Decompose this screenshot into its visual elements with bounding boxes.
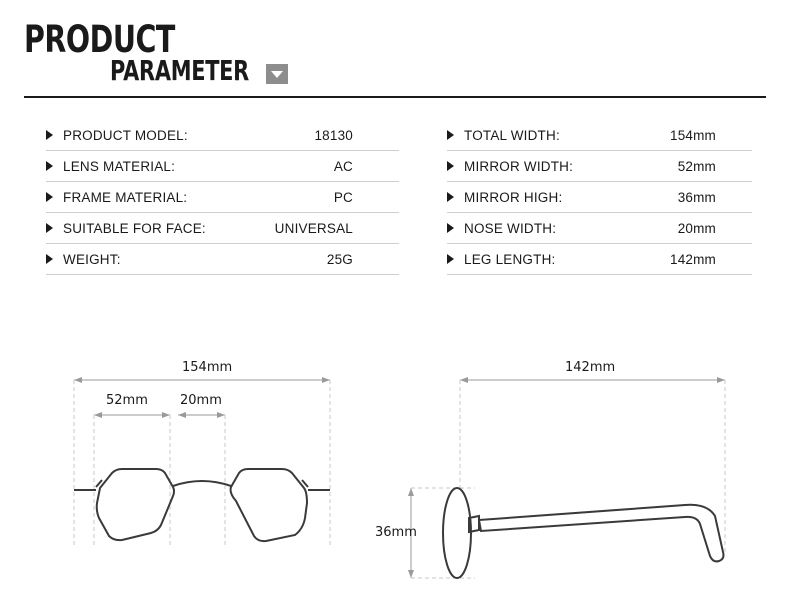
front-nose-width-label: 20mm <box>180 393 222 408</box>
spec-label: NOSE WIDTH: <box>464 220 557 236</box>
bullet-triangle-icon <box>46 130 53 140</box>
spec-row <box>46 213 399 244</box>
spec-value: 142mm <box>669 251 716 267</box>
front-lens-width-label: 52mm <box>106 393 148 408</box>
bullet-triangle-icon <box>46 223 53 233</box>
front-view-drawing <box>60 340 380 609</box>
spec-row <box>46 182 399 213</box>
spec-value: 18130 <box>314 127 353 143</box>
spec-row <box>447 244 752 275</box>
spec-label: SUITABLE FOR FACE: <box>63 220 206 236</box>
page-subtitle: PARAMETER <box>110 56 249 88</box>
bullet-triangle-icon <box>447 161 454 171</box>
spec-label: MIRROR HIGH: <box>464 189 563 205</box>
spec-value: PC <box>333 189 353 205</box>
bullet-triangle-icon <box>46 254 53 264</box>
spec-value: 36mm <box>677 189 716 205</box>
spec-label: LEG LENGTH: <box>464 251 556 267</box>
spec-row <box>447 182 752 213</box>
spec-value: 20mm <box>677 220 716 236</box>
spec-column-left <box>46 120 399 275</box>
page-header <box>0 0 790 88</box>
spec-row <box>447 120 752 151</box>
bullet-triangle-icon <box>447 192 454 202</box>
measurement-diagrams <box>0 340 790 609</box>
side-view-drawing <box>385 340 745 609</box>
front-view-diagram <box>60 340 370 609</box>
page-subtitle-row <box>110 56 790 88</box>
spec-row <box>46 151 399 182</box>
bullet-triangle-icon <box>447 130 454 140</box>
front-total-width-label: 154mm <box>182 360 233 375</box>
spec-label: LENS MATERIAL: <box>63 158 176 174</box>
spec-value: 52mm <box>677 158 716 174</box>
spec-label: PRODUCT MODEL: <box>63 127 188 143</box>
spec-label: MIRROR WIDTH: <box>464 158 574 174</box>
spec-value: 25G <box>326 251 353 267</box>
spec-row <box>447 213 752 244</box>
spec-value: 154mm <box>669 127 716 143</box>
bullet-triangle-icon <box>46 161 53 171</box>
spec-label: WEIGHT: <box>63 251 121 267</box>
spec-value: AC <box>333 158 353 174</box>
spec-row <box>46 244 399 275</box>
side-leg-length-label: 142mm <box>565 360 616 375</box>
page-title: PRODUCT <box>24 18 175 62</box>
side-lens-height-label: 36mm <box>375 525 417 540</box>
spec-table <box>46 120 752 275</box>
spec-row <box>447 151 752 182</box>
bullet-triangle-icon <box>46 192 53 202</box>
spec-value: UNIVERSAL <box>274 220 353 236</box>
spec-column-right <box>399 120 752 275</box>
spec-row <box>46 120 399 151</box>
spec-label: TOTAL WIDTH: <box>464 127 560 143</box>
bullet-triangle-icon <box>447 223 454 233</box>
chevron-down-icon <box>266 64 288 84</box>
spec-label: FRAME MATERIAL: <box>63 189 188 205</box>
header-divider <box>24 96 766 98</box>
side-view-diagram <box>375 340 745 609</box>
bullet-triangle-icon <box>447 254 454 264</box>
